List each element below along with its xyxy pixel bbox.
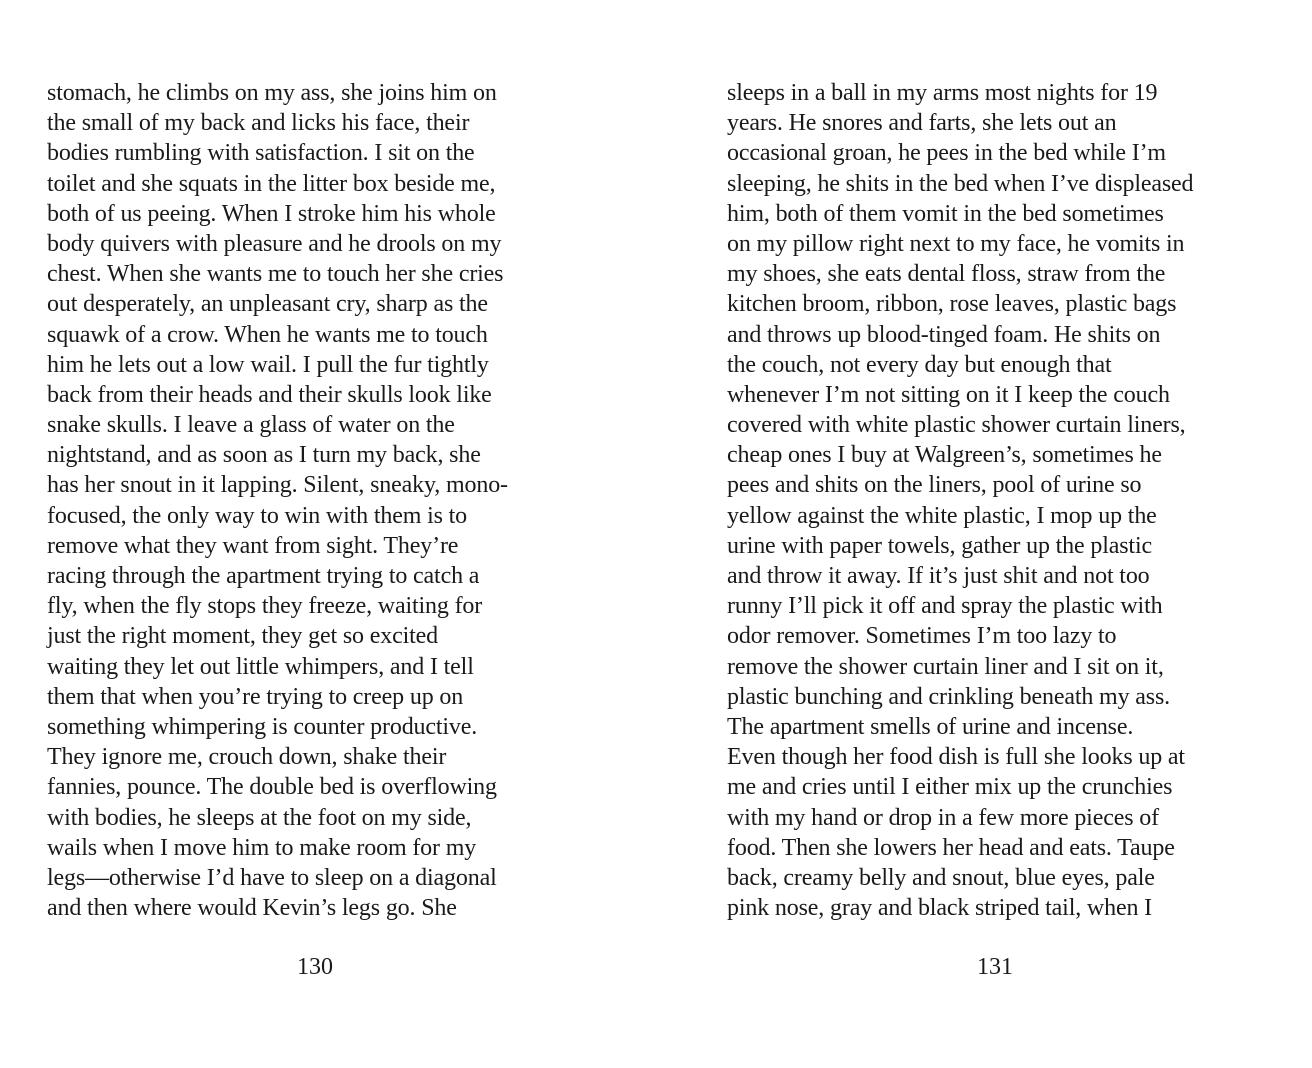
text-line: whenever I’m not sitting on it I keep the couch <box>727 381 1170 408</box>
text-line: waiting they let out little whimpers, and I tell <box>47 653 474 680</box>
text-line: just the right moment, they get so excited <box>47 623 438 650</box>
text-line: food. Then she lowers her head and eats. Taupe <box>727 834 1175 861</box>
text-line: with bodies, he sleeps at the foot on my side, <box>47 804 472 831</box>
text-line: back, creamy belly and snout, blue eyes, pale <box>727 864 1155 891</box>
text-line: and then where would Kevin’s legs go. She <box>47 895 457 922</box>
text-line: fannies, pounce. The double bed is overflowing <box>47 774 497 801</box>
text-line: nightstand, and as soon as I turn my back, she <box>47 442 481 469</box>
text-line: and throws up blood-tinged foam. He shits on <box>727 321 1161 348</box>
text-line: them that when you’re trying to creep up on <box>47 683 464 710</box>
text-line: the small of my back and licks his face, their <box>47 110 470 137</box>
text-line: squawk of a crow. When he wants me to touch <box>47 321 488 348</box>
text-line: back from their heads and their skulls look like <box>47 381 492 408</box>
text-line: odor remover. Sometimes I’m too lazy to <box>727 623 1117 650</box>
text-line: remove what they want from sight. They’re <box>47 532 459 559</box>
text-line: occasional groan, he pees in the bed while I’m <box>727 140 1166 167</box>
text-line: Even though her food dish is full she looks up at <box>727 744 1185 771</box>
text-line: him, both of them vomit in the bed sometimes <box>727 200 1164 227</box>
text-line: both of us peeing. When I stroke him his whole <box>47 200 496 227</box>
text-line: urine with paper towels, gather up the plastic <box>727 532 1152 559</box>
text-line: kitchen broom, ribbon, rose leaves, plastic bags <box>727 291 1177 318</box>
text-line: legs—otherwise I’d have to sleep on a diagonal <box>47 864 497 891</box>
text-line: out desperately, an unpleasant cry, sharp as the <box>47 291 488 318</box>
text-line: chest. When she wants me to touch her she cries <box>47 261 504 288</box>
text-line: my shoes, she eats dental floss, straw from the <box>727 261 1166 288</box>
text-line: plastic bunching and crinkling beneath my ass. <box>727 683 1170 710</box>
text-line: wails when I move him to make room for my <box>47 834 477 861</box>
left-page-number: 130 <box>297 954 333 980</box>
text-line: yellow against the white plastic, I mop up the <box>727 502 1157 529</box>
text-line: the couch, not every day but enough that <box>727 351 1112 378</box>
text-line: on my pillow right next to my face, he vomits in <box>727 230 1185 257</box>
text-line: with my hand or drop in a few more pieces of <box>727 804 1159 831</box>
text-line: remove the shower curtain liner and I sit on it, <box>727 653 1164 680</box>
text-line: stomach, he climbs on my ass, she joins him on <box>47 80 497 106</box>
text-line: body quivers with pleasure and he drools on my <box>47 230 502 257</box>
text-line: sleeps in a ball in my arms most nights for 19 <box>727 80 1158 106</box>
text-line: cheap ones I buy at Walgreen’s, sometimes he <box>727 442 1162 469</box>
text-line: They ignore me, crouch down, shake their <box>47 744 447 771</box>
left-page-body <box>47 78 607 923</box>
text-line: covered with white plastic shower curtain liners, <box>727 412 1186 439</box>
text-line: pees and shits on the liners, pool of urine so <box>727 472 1142 499</box>
text-line: sleeping, he shits in the bed when I’ve displeased <box>727 170 1194 197</box>
text-line: years. He snores and farts, she lets out an <box>727 110 1117 137</box>
text-line: racing through the apartment trying to catch a <box>47 563 480 589</box>
text-line: has her snout in it lapping. Silent, sneaky, mono- <box>47 472 508 499</box>
text-line: bodies rumbling with satisfaction. I sit on the <box>47 140 475 167</box>
text-line: me and cries until I either mix up the crunchies <box>727 774 1173 801</box>
text-line: fly, when the fly stops they freeze, waiting for <box>47 593 483 620</box>
text-line: and throw it away. If it’s just shit and not too <box>727 563 1150 589</box>
text-line: him he lets out a low wail. I pull the fur tightly <box>47 351 489 378</box>
text-line: toilet and she squats in the litter box beside me, <box>47 170 496 197</box>
text-line: pink nose, gray and black striped tail, when I <box>727 895 1152 922</box>
text-line: runny I’ll pick it off and spray the plastic with <box>727 593 1163 620</box>
text-line: The apartment smells of urine and incense. <box>727 713 1134 740</box>
text-line: focused, the only way to win with them is to <box>47 502 468 529</box>
text-line: snake skulls. I leave a glass of water on the <box>47 412 455 439</box>
right-page-body <box>727 78 1297 923</box>
text-line: something whimpering is counter productive. <box>47 713 478 740</box>
right-page-number: 131 <box>977 954 1013 980</box>
